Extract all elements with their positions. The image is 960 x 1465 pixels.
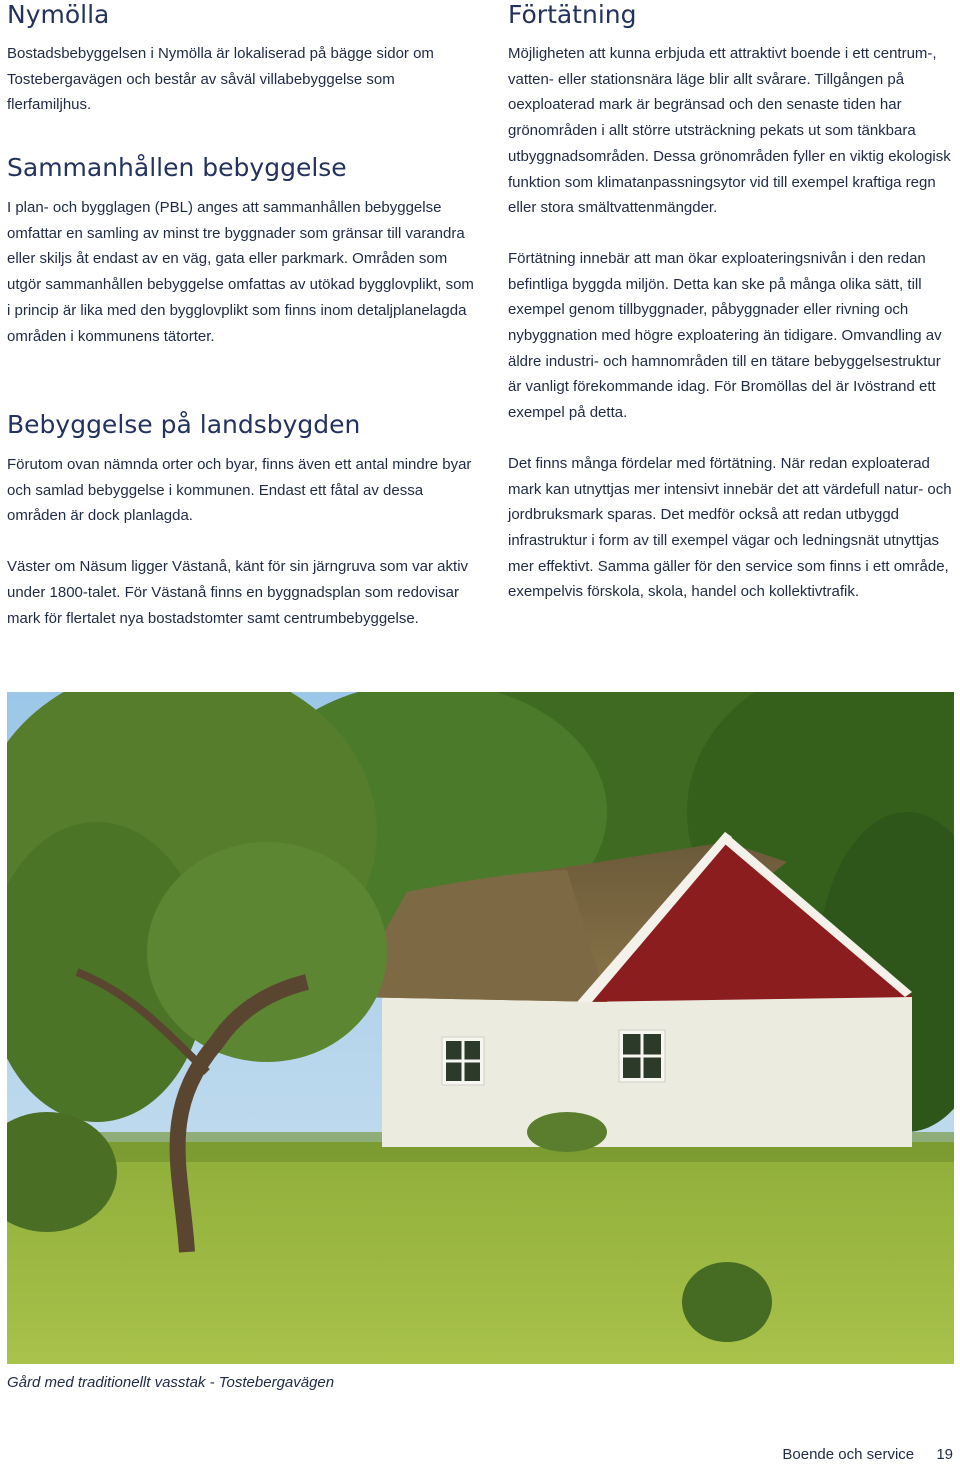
section-nymolla <box>7 0 477 118</box>
page-footer <box>782 1445 953 1465</box>
paragraph: Möjligheten att kunna erbjuda ett attraktivt boende i ett centrum-, vatten- eller stationsnära läge blir allt svårare. Tillgången på oexploaterad mark är begränsad och den senaste tiden har grönområden i allt större utsträckning pekats ut som tänkbara utbyggnadsområden. Dessa grönområden fyller en viktig ekologisk funktion som klimatanpassningsytor vid till exempel kraftiga regn eller stora smältvattenmängder. <box>508 45 951 217</box>
section-title: Sammanhållen bebyggelse <box>7 153 347 182</box>
photo-caption: Gård med traditionellt vasstak - Tostebergavägen <box>7 1374 335 1391</box>
section-title: Nymölla <box>7 0 110 29</box>
page-number: 19 <box>936 1446 953 1463</box>
right-column <box>508 0 953 605</box>
paragraph: Det finns många fördelar med förtätning. När redan exploaterad mark kan utnyttjas mer intensivt innebär det att värdefull natur- och jordbruksmark sparas. Det medför också att redan utbyggd infrastruktur i form av till exempel vägar och ledningsnät utnyttjas mer effektivt. Samma gäller för den service som finns i ett område, exempelvis förskola, skola, handel och kollektivtrafik. <box>508 454 952 601</box>
paragraph: Förtätning innebär att man ökar exploateringsnivån i den redan befintliga byggda miljön. Detta kan ske på många olika sätt, till exempel genom tillbyggnader, påbyggnader eller rivning och nybyggnation med högre exploatering än tidigare. Omvandling av äldre industri- och hamnområden till en tätare bebyggelsestruktur är vanligt förekommande idag. För Bromöllas del är Ivöstrand ett exempel på detta. <box>508 249 942 422</box>
farmhouse-photo <box>7 692 954 1364</box>
photo-illustration <box>7 692 954 1364</box>
section-title: Bebyggelse på landsbygden <box>7 410 361 439</box>
paragraph: I plan- och bygglagen (PBL) anges att sammanhållen bebyggelse omfattar en samling av minst tre byggnader som gränsar till varandra eller skiljs åt endast av en väg, gata eller parkmark. Områden som utgör sammanhållen bebyggelse omfattas av utökad bygglovplikt, som i princip är lika med den bygglovplikt som finns inom detaljplanelagda områden i kommunens tätorter. <box>7 199 474 345</box>
paragraph: Väster om Näsum ligger Västanå, känt för sin järngruva som var aktiv under 1800-talet. För Västanå finns en byggnadsplan som redovisar mark för flertalet nya bostadstomter samt centrumbebyggelse. <box>7 558 469 627</box>
section-sammanhallen <box>7 153 477 349</box>
section-title: Förtätning <box>508 0 637 29</box>
section-landsbygden <box>7 410 477 631</box>
paragraph: Bostadsbebyggelsen i Nymölla är lokaliserad på bägge sidor om Tostebergavägen och består av såväl villabebyggelse som flerfamiljhus. <box>7 45 434 114</box>
paragraph: Förutom ovan nämnda orter och byar, finns även ett antal mindre byar och samlad bebyggelse i kommunen. Endast ett fåtal av dessa områden är dock planlagda. <box>7 456 472 525</box>
footer-section-name: Boende och service <box>782 1446 915 1463</box>
